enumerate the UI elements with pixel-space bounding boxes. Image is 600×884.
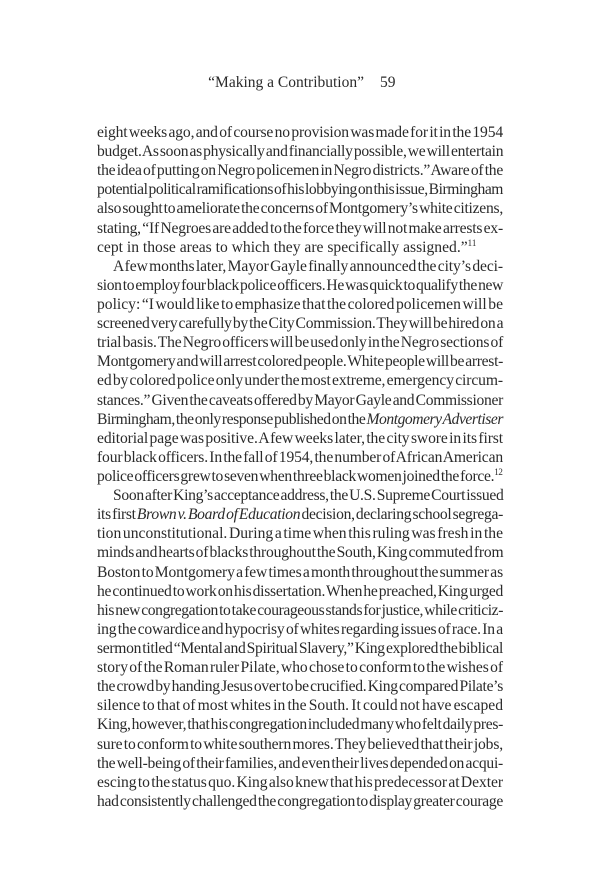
text-line (97, 773, 503, 792)
text-line (97, 563, 503, 582)
text-line (97, 715, 503, 734)
text-segment: Boston to Montgomery a few times a month throughout the summer as (97, 563, 503, 581)
text-segment: police officers grew to seven when three black women joined the force. (97, 467, 495, 485)
text-segment: Soon after King’s acceptance address, the U.S. Supreme Court issued (113, 487, 504, 505)
text-line (97, 238, 503, 257)
text-line (97, 123, 503, 142)
text-line (97, 161, 503, 180)
text-line (97, 639, 503, 658)
running-title: “Making a Contribution” (208, 74, 364, 91)
text-line (97, 219, 503, 238)
text-segment: budget. As soon as physically and financially possible, we will entertain (97, 143, 504, 161)
text-segment: trial basis. The Negro officers will be used only in the Negro sections of (97, 334, 504, 352)
text-segment: decision, declaring school segrega- (300, 506, 503, 524)
text-segment: minds and hearts of blacks throughout the South, King commuted from (97, 544, 504, 562)
text-segment: Birmingham, the only response published on the (97, 410, 367, 428)
text-line (97, 295, 503, 314)
italic-title: Brown v. Board of Education (136, 506, 301, 524)
text-segment: ed by colored police only under the most extreme, emergency circum- (97, 372, 503, 390)
footnote-marker: 11 (467, 237, 477, 248)
text-line (97, 524, 503, 543)
text-segment: editorial page was positive. A few weeks later, the city swore in its first (97, 429, 503, 447)
text-segment: eight weeks ago, and of course no provision was made for it in the 1954 (97, 124, 503, 141)
text-line (97, 142, 503, 161)
text-segment: the idea of putting on Negro policemen in Negro districts.” Aware of the (97, 162, 503, 180)
text-line (97, 391, 503, 410)
text-segment: the crowd by handing Jesus over to be crucified. King compared Pilate’s (97, 678, 503, 696)
paragraph (97, 486, 503, 811)
text-segment: the well-being of their families, and even their lives depended on acqui- (97, 754, 503, 772)
text-segment: sure to conform to white southern mores. They believed that their jobs, (97, 735, 503, 753)
paragraph (97, 123, 503, 257)
text-segment: escing to the status quo. King also knew that his predecessor at Dexter (97, 773, 503, 791)
text-line (97, 467, 503, 486)
body-text (97, 123, 503, 811)
text-segment: stances.” Given the caveats offered by Mayor Gayle and Commissioner (97, 391, 503, 409)
text-line (97, 199, 503, 218)
text-segment: ing the cowardice and hypocrisy of whites regarding issues of race. In a (97, 620, 503, 638)
text-line (97, 677, 503, 696)
text-line (97, 486, 503, 505)
text-segment: silence to that of most whites in the South. It could not have escaped (97, 697, 503, 715)
page-number: 59 (380, 74, 396, 91)
text-segment: Montgomery and will arrest colored people. White people will be arrest- (97, 353, 503, 371)
text-line (97, 410, 503, 429)
text-line (97, 448, 503, 467)
text-line (97, 658, 503, 677)
text-segment: had consistently challenged the congregation to display greater courage (97, 792, 503, 810)
text-line (97, 333, 503, 352)
text-line (97, 276, 503, 295)
paragraph (97, 257, 503, 486)
text-segment: story of the Roman ruler Pilate, who chose to conform to the wishes of (97, 659, 503, 677)
text-line (97, 371, 503, 390)
text-segment: also sought to ameliorate the concerns of Montgomery’s white citizens, (97, 200, 503, 218)
text-segment: potential political ramifications of his lobbying on this issue, Birmingham (97, 181, 503, 199)
text-line (97, 314, 503, 333)
text-segment: stating, “If Negroes are added to the force they will not make arrests ex- (97, 219, 503, 237)
text-segment: sermon titled “Mental and Spiritual Slavery,” King explored the biblical (97, 639, 503, 657)
running-header (0, 73, 600, 93)
text-line (97, 582, 503, 601)
text-line (97, 429, 503, 448)
text-segment: King, however, that his congregation included many who felt daily pres- (97, 716, 504, 734)
text-segment: he continued to work on his dissertation. When he preached, King urged (97, 582, 504, 600)
text-line (97, 620, 503, 639)
text-line (97, 792, 503, 811)
text-segment: tion unconstitutional. During a time when this ruling was fresh in the (97, 525, 503, 543)
text-segment: his new congregation to take courageous stands for justice, while criticiz- (97, 601, 503, 619)
text-segment: its first (97, 506, 137, 524)
text-line (97, 754, 503, 773)
text-line (97, 735, 503, 754)
text-line (97, 601, 503, 620)
text-segment: screened very carefully by the City Commission. They will be hired on a (97, 315, 504, 333)
text-segment: policy: “I would like to emphasize that the colored policemen will be (97, 295, 503, 313)
footnote-marker: 12 (494, 466, 503, 477)
text-line (97, 180, 503, 199)
text-line (97, 543, 503, 562)
text-line (97, 352, 503, 371)
text-line (97, 257, 503, 276)
text-segment: sion to employ four black police officers. He was quick to qualify the new (97, 276, 503, 294)
text-segment: four black officers. In the fall of 1954, the number of African American (97, 448, 503, 466)
text-line (97, 505, 503, 524)
italic-title: Montgomery Advertiser (366, 410, 503, 428)
text-segment: A few months later, Mayor Gayle finally announced the city’s deci- (113, 257, 503, 275)
text-segment: cept in those areas to which they are specifically assigned.” (97, 238, 468, 256)
text-line (97, 696, 503, 715)
